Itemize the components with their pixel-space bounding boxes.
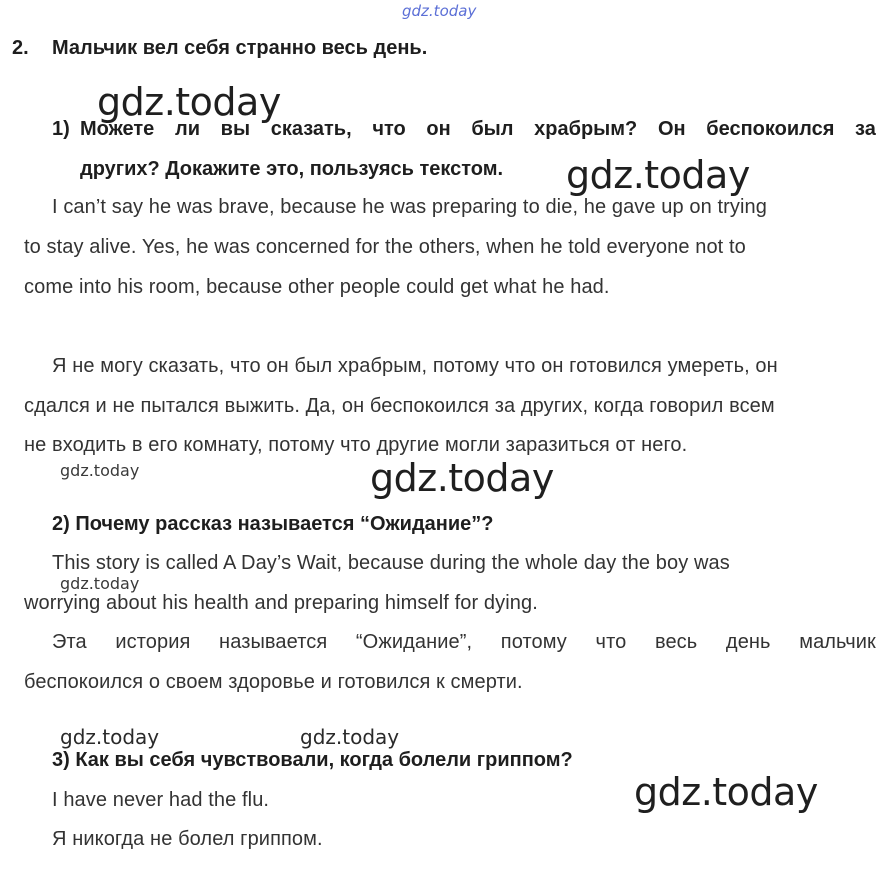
q3-heading: 3) Как вы себя чувствовали, когда болели гриппом? bbox=[52, 749, 573, 771]
q2-word: мальчик bbox=[799, 631, 876, 653]
q2-word: Эта bbox=[52, 631, 87, 653]
q1-answer-en-line: come into his room, because other people could get what he had. bbox=[24, 276, 610, 298]
q2-answer-ru-line2: беспокоился о своем здоровье и готовился к смерти. bbox=[24, 671, 523, 693]
q1-word: Можете bbox=[80, 118, 155, 140]
q1-word: он bbox=[426, 118, 451, 140]
q2-word: “Ожидание”, bbox=[355, 631, 473, 653]
watermark-2: gdz.today bbox=[566, 153, 750, 197]
q2-heading: 2) Почему рассказ называется “Ожидание”? bbox=[52, 513, 494, 535]
q1-word: был bbox=[471, 118, 514, 140]
q1-word: что bbox=[372, 118, 406, 140]
q1-word: ли bbox=[174, 118, 200, 140]
q1-word: храбрым? bbox=[534, 118, 638, 140]
q1-word: беспокоился bbox=[706, 118, 835, 140]
watermark-top: gdz.today bbox=[402, 2, 477, 20]
q2-word: история bbox=[115, 631, 191, 653]
q1-answer-en-line: to stay alive. Yes, he was concerned for the others, when he told everyone not to bbox=[24, 236, 746, 258]
q2-word: что bbox=[595, 631, 627, 653]
q1-heading-line2: других? Докажите это, пользуясь текстом. bbox=[80, 158, 504, 180]
watermark-5: gdz.today bbox=[60, 574, 140, 593]
q3-answer-ru: Я никогда не болел гриппом. bbox=[52, 828, 323, 850]
q1-answer-ru-line: Я не могу сказать, что он был храбрым, потому что он готовился умереть, он bbox=[52, 355, 778, 377]
q2-answer-en-line: This story is called A Day’s Wait, because during the whole day the boy was bbox=[52, 552, 730, 574]
watermark-3: gdz.today bbox=[60, 461, 140, 480]
task-number: 2. bbox=[12, 37, 29, 59]
q2-word: называется bbox=[219, 631, 328, 653]
watermark-4: gdz.today bbox=[370, 456, 554, 500]
q1-answer-ru-line: сдался и не пытался выжить. Да, он беспокоился за других, когда говорил всем bbox=[24, 395, 775, 417]
watermark-8: gdz.today bbox=[634, 770, 818, 814]
q1-heading-line1 bbox=[80, 118, 876, 141]
q2-answer-ru-line1 bbox=[52, 631, 876, 654]
q1-word: вы bbox=[220, 118, 251, 140]
q1-answer-en-line: I can’t say he was brave, because he was preparing to die, he gave up on trying bbox=[52, 196, 767, 218]
watermark-1: gdz.today bbox=[97, 80, 281, 124]
q3-answer-en: I have never had the flu. bbox=[52, 789, 270, 811]
q2-word: весь bbox=[654, 631, 698, 653]
q1-word: Он bbox=[657, 118, 686, 140]
q2-word: день bbox=[725, 631, 771, 653]
q1-answer-ru-line: не входить в его комнату, потому что другие могли заразиться от него. bbox=[24, 434, 688, 456]
watermark-6: gdz.today bbox=[60, 725, 160, 749]
q2-word: потому bbox=[500, 631, 567, 653]
q2-answer-en-line: worrying about his health and preparing himself for dying. bbox=[24, 592, 538, 614]
watermark-7: gdz.today bbox=[300, 725, 400, 749]
task-title: Мальчик вел себя странно весь день. bbox=[52, 37, 428, 59]
q1-word: за bbox=[855, 118, 876, 140]
q1-number: 1) bbox=[52, 118, 70, 140]
q1-word: сказать, bbox=[270, 118, 352, 140]
